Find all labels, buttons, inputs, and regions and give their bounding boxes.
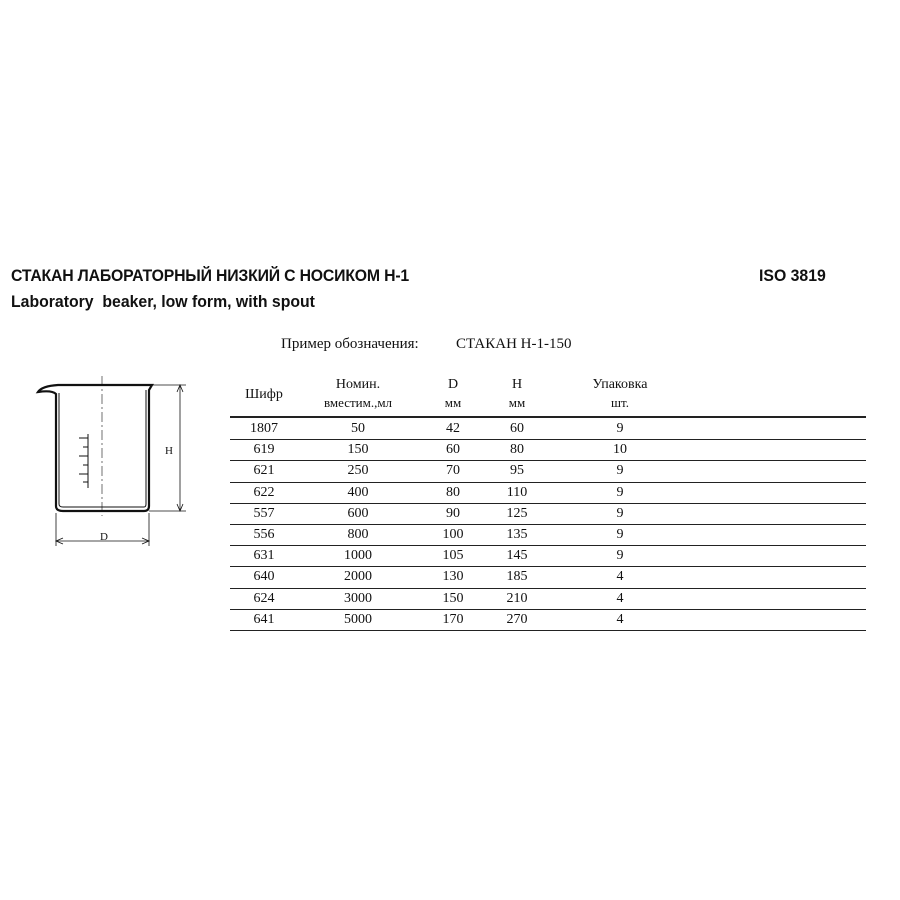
- cell-d: 60: [446, 442, 460, 458]
- title-ru: СТАКАН ЛАБОРАТОРНЫЙ НИЗКИЙ С НОСИКОМ Н-1: [11, 266, 410, 285]
- cell-pack: 9: [616, 505, 624, 521]
- cell-d: 42: [446, 421, 460, 436]
- dimension-d-label: D: [100, 531, 108, 543]
- cell-pack: 4: [616, 590, 624, 606]
- header-volume: Номин. вместим.,мл: [323, 377, 393, 410]
- standard-label: ISO 3819: [759, 266, 826, 285]
- beaker-inner-wall: [59, 390, 146, 507]
- example-label: Пример обозначения:: [281, 336, 419, 352]
- title-en: Laboratory beaker, low form, with spout: [11, 292, 315, 311]
- cell-h: 210: [506, 590, 528, 606]
- table-row: [230, 525, 866, 546]
- cell-code: 631: [253, 548, 275, 564]
- cell-code: 640: [253, 569, 275, 585]
- cell-pack: 4: [616, 611, 624, 627]
- table-row: [230, 610, 866, 631]
- cell-d: 90: [446, 505, 460, 521]
- cell-h: 135: [506, 527, 528, 542]
- cell-h: 185: [506, 569, 528, 585]
- cell-volume: 3000: [344, 590, 372, 606]
- cell-h: 110: [506, 484, 528, 500]
- table-row: [230, 461, 866, 482]
- cell-volume: 2000: [344, 569, 372, 585]
- cell-code: 1807: [250, 421, 278, 436]
- cell-code: 624: [253, 590, 275, 606]
- cell-pack: 4: [616, 569, 624, 585]
- table-row: [230, 483, 866, 504]
- cell-code: 622: [253, 484, 275, 500]
- cell-d: 170: [442, 611, 464, 627]
- cell-code: 557: [253, 505, 275, 521]
- cell-h: 80: [510, 442, 524, 458]
- cell-pack: 9: [616, 527, 624, 542]
- cell-h: 270: [506, 611, 528, 627]
- cell-d: 130: [442, 569, 464, 585]
- dimension-h-label: H: [165, 445, 173, 457]
- cell-pack: 9: [616, 484, 624, 500]
- header-h: H мм: [508, 377, 526, 410]
- cell-code: 556: [253, 527, 275, 542]
- cell-d: 80: [446, 484, 460, 500]
- header-pack: Упаковка шт.: [592, 377, 648, 410]
- cell-code: 641: [253, 611, 275, 627]
- cell-volume: 800: [347, 527, 369, 542]
- cell-pack: 9: [616, 463, 624, 479]
- cell-volume: 250: [347, 463, 369, 479]
- cell-h: 145: [506, 548, 528, 564]
- cell-pack: 9: [616, 421, 624, 436]
- cell-volume: 1000: [344, 548, 372, 564]
- header-d: D мм: [444, 377, 462, 410]
- cell-d: 100: [442, 527, 464, 542]
- table-row: [230, 504, 866, 525]
- cell-code: 621: [253, 463, 275, 479]
- cell-volume: 600: [347, 505, 369, 521]
- cell-pack: 9: [616, 548, 624, 564]
- cell-h: 95: [510, 463, 524, 479]
- cell-d: 70: [446, 463, 460, 479]
- cell-pack: 10: [613, 442, 627, 458]
- cell-volume: 400: [347, 484, 369, 500]
- beaker-outline: [38, 385, 152, 511]
- graduation-marks: [79, 434, 88, 488]
- table-row: [230, 546, 866, 567]
- table-row: [230, 589, 866, 610]
- cell-h: 125: [506, 505, 528, 521]
- beaker-drawing: [28, 376, 203, 546]
- cell-d: 150: [442, 590, 464, 606]
- row-rule: [230, 630, 866, 631]
- table-row: [230, 419, 866, 440]
- header-code: Шифр: [245, 387, 283, 402]
- cell-code: 619: [253, 442, 275, 458]
- cell-volume: 50: [351, 421, 365, 436]
- cell-h: 60: [510, 421, 524, 436]
- example-value: СТАКАН Н-1-150: [456, 336, 572, 352]
- table-row: [230, 567, 866, 588]
- cell-volume: 5000: [344, 611, 372, 627]
- header-rule: [230, 416, 866, 418]
- cell-d: 105: [442, 548, 464, 564]
- table-row: [230, 440, 866, 461]
- cell-volume: 150: [347, 442, 369, 458]
